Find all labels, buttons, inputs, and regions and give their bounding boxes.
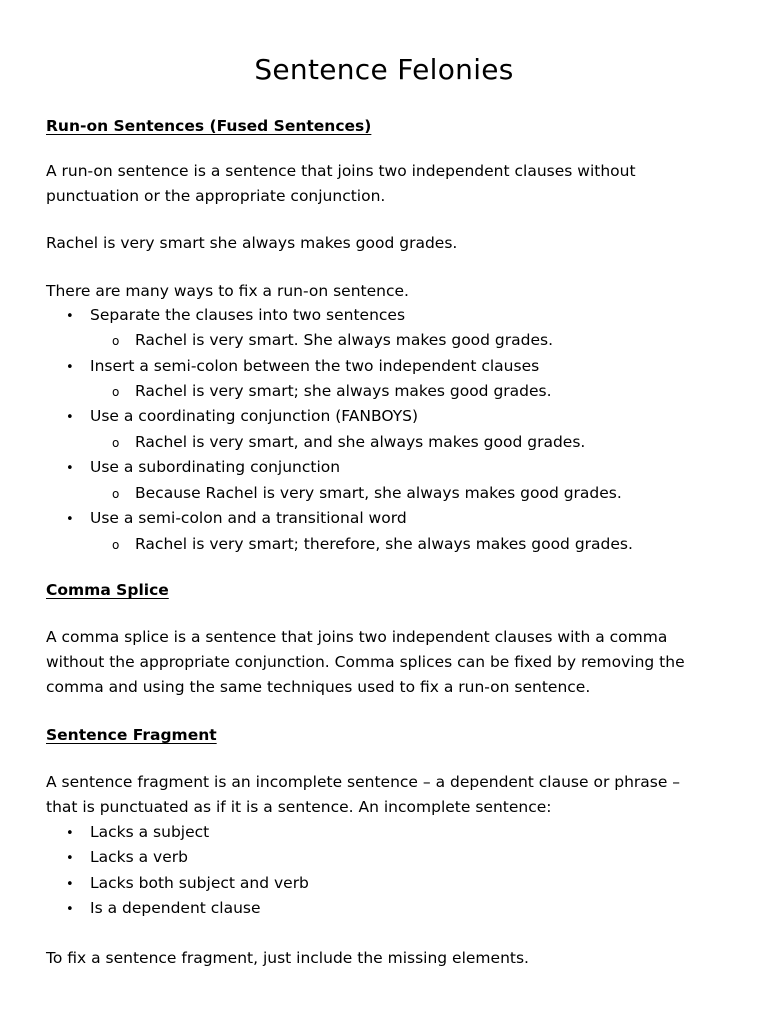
fix-example-separate — [112, 328, 553, 354]
fragment-fix: To fix a sentence fragment, just include the missing elements. — [46, 949, 529, 967]
fragment-heading: Sentence Fragment — [46, 726, 217, 744]
fragment-line-2: that is punctuated as if it is a sentence. An incomplete sentence: — [46, 798, 552, 816]
fix-label: Insert a semi-colon between the two independent clauses — [90, 357, 540, 375]
fix-example-coordinating — [112, 430, 585, 456]
fix-item-coordinating — [66, 404, 418, 430]
fix-item-semicolon — [66, 354, 539, 380]
bullet-icon: • — [66, 902, 74, 917]
page-title: Sentence Felonies — [254, 53, 514, 86]
fragment-item-label: Lacks both subject and verb — [90, 874, 309, 892]
sub-bullet-icon: o — [112, 436, 120, 450]
fragment-item-subject — [66, 820, 209, 846]
fix-label: Use a semi-colon and a transitional word — [90, 509, 407, 527]
comma-splice-line-1: A comma splice is a sentence that joins two independent clauses with a comma — [46, 628, 668, 646]
fix-label: Use a subordinating conjunction — [90, 458, 341, 476]
sub-bullet-icon: o — [112, 334, 120, 348]
comma-splice-heading: Comma Splice — [46, 581, 169, 599]
sub-bullet-icon: o — [112, 538, 120, 552]
fix-example: Because Rachel is very smart, she always makes good grades. — [135, 484, 622, 502]
fragment-item-verb — [66, 845, 188, 871]
runon-definition-line-1: A run-on sentence is a sentence that joins two independent clauses without — [46, 162, 636, 180]
fix-item-separate — [66, 303, 405, 329]
fix-label: Separate the clauses into two sentences — [90, 306, 406, 324]
bullet-icon: • — [66, 410, 74, 425]
fix-example-transitional — [112, 532, 633, 558]
fragment-line-1: A sentence fragment is an incomplete sentence – a dependent clause or phrase – — [46, 773, 681, 791]
fragment-item-label: Lacks a verb — [90, 848, 188, 866]
fix-example-semicolon — [112, 379, 552, 405]
fix-example-subordinating — [112, 481, 622, 507]
fragment-item-dependent — [66, 896, 261, 922]
fix-label: Use a coordinating conjunction (FANBOYS) — [90, 407, 419, 425]
bullet-icon: • — [66, 877, 74, 892]
comma-splice-line-2: without the appropriate conjunction. Comma splices can be fixed by removing the — [46, 653, 685, 671]
fix-example: Rachel is very smart; she always makes good grades. — [135, 382, 552, 400]
fix-example: Rachel is very smart, and she always makes good grades. — [135, 433, 586, 451]
bullet-icon: • — [66, 851, 74, 866]
runon-definition-line-2: punctuation or the appropriate conjunction. — [46, 187, 386, 205]
fragment-item-both — [66, 871, 309, 897]
bullet-icon: • — [66, 309, 74, 324]
fix-example: Rachel is very smart; therefore, she always makes good grades. — [135, 535, 633, 553]
bullet-icon: • — [66, 826, 74, 841]
fragment-item-label: Is a dependent clause — [90, 899, 261, 917]
sub-bullet-icon: o — [112, 385, 120, 399]
fix-item-transitional — [66, 506, 407, 532]
comma-splice-line-3: comma and using the same techniques used to fix a run-on sentence. — [46, 678, 591, 696]
bullet-icon: • — [66, 512, 74, 527]
fragment-item-label: Lacks a subject — [90, 823, 210, 841]
bullet-icon: • — [66, 461, 74, 476]
runon-example: Rachel is very smart she always makes good grades. — [46, 234, 458, 252]
runon-heading: Run-on Sentences (Fused Sentences) — [46, 117, 372, 135]
sub-bullet-icon: o — [112, 487, 120, 501]
bullet-icon: • — [66, 360, 74, 375]
runon-fix-intro: There are many ways to fix a run-on sentence. — [46, 282, 409, 300]
fix-example: Rachel is very smart. She always makes good grades. — [135, 331, 554, 349]
fix-item-subordinating — [66, 455, 340, 481]
